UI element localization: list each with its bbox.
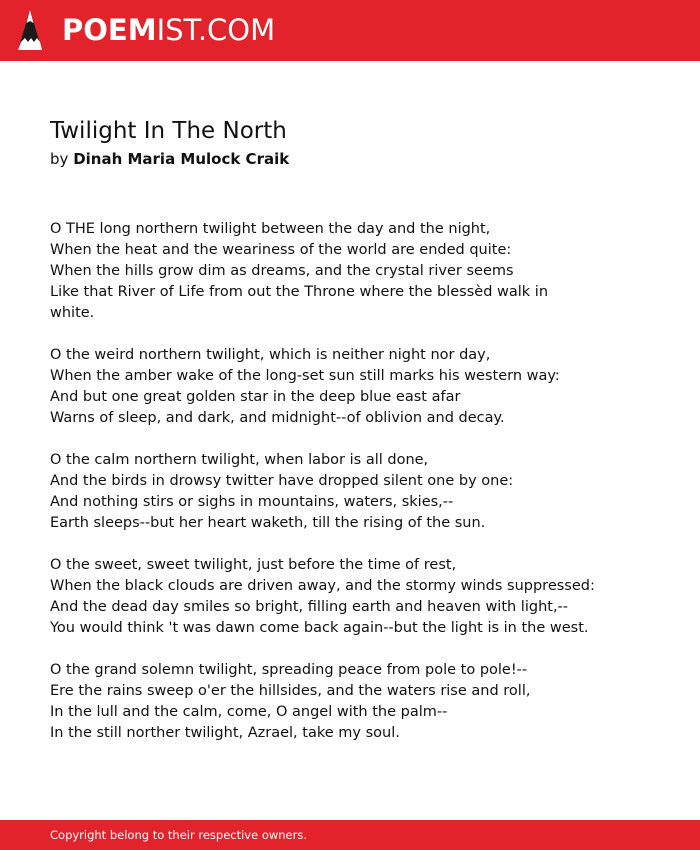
poem-line: And the birds in drowsy twitter have dropped silent one by one: [50,473,514,489]
byline-prefix: by [50,150,69,168]
poem-line: When the hills grow dim as dreams, and the crystal river seems [50,263,514,279]
poem-line: O the weird northern twilight, which is neither night nor day, [50,347,491,363]
site-logo[interactable] [62,12,275,48]
poem-author: Dinah Maria Mulock Craik [73,150,290,168]
poem-body [50,219,670,765]
poem-line: Warns of sleep, and dark, and midnight--of oblivion and decay. [50,410,505,426]
poem-line: When the amber wake of the long-set sun still marks his western way: [50,368,560,384]
poem-line: O THE long northern twilight between the day and the night, [50,221,491,237]
poem-line: O the sweet, sweet twilight, just before the time of rest, [50,557,457,573]
site-header [0,0,700,61]
poem-line: And but one great golden star in the deep blue east afar [50,389,461,405]
logo-text-bold: POEM [62,13,157,47]
stanza [50,660,670,744]
stanza [50,450,670,534]
poem-line: In the still norther twilight, Azrael, take my soul. [50,725,400,741]
copyright-notice: Copyright belong to their respective owners. [50,828,308,842]
stanza [50,345,670,429]
poem-line: And nothing stirs or sighs in mountains, waters, skies,-- [50,494,454,510]
poem-line: O the calm northern twilight, when labor is all done, [50,452,429,468]
poem-line: O the grand solemn twilight, spreading peace from pole to pole!-- [50,662,528,678]
logo-text-light: IST.COM [156,13,276,47]
poem-line: You would think 't was dawn come back again--but the light is in the west. [50,620,589,636]
site-footer [0,820,700,850]
poem-line: Earth sleeps--but her heart waketh, till the rising of the sun. [50,515,486,531]
poem-byline [50,150,289,169]
poem-line: When the heat and the weariness of the world are ended quite: [50,242,512,258]
poem-line: Like that River of Life from out the Throne where the blessèd walk in [50,284,549,300]
stanza [50,219,670,324]
poem-line: When the black clouds are driven away, and the stormy winds suppressed: [50,578,595,594]
poem-line: Ere the rains sweep o'er the hillsides, and the waters rise and roll, [50,683,531,699]
poem-line: And the dead day smiles so bright, filling earth and heaven with light,-- [50,599,569,615]
poem-title: Twilight In The North [50,118,287,144]
stanza [50,555,670,639]
poem-line: In the lull and the calm, come, O angel with the palm-- [50,704,448,720]
poem-line: white. [50,305,95,321]
pencil-tip-icon[interactable] [17,9,43,51]
